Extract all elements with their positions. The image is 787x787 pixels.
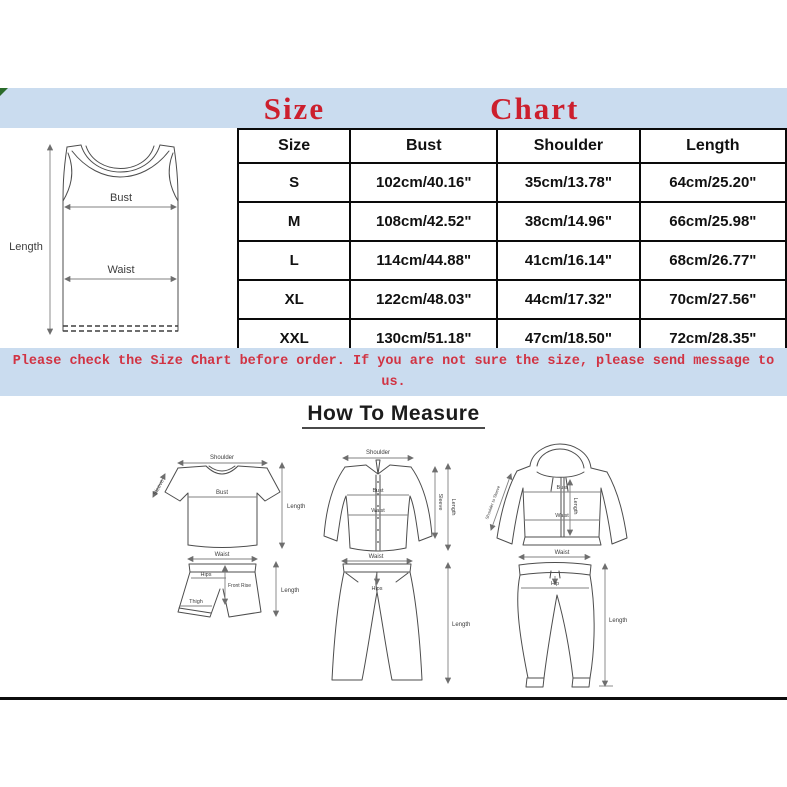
shorts-hips-label: Hips (200, 572, 212, 578)
shirt-length-label: Length (450, 498, 456, 516)
hoodie-hood-chin (537, 472, 584, 477)
shirt-bust-label: Bust (372, 488, 384, 494)
shirt-outline (324, 460, 432, 551)
tee-shoulders (178, 466, 267, 468)
tee-shorts-diagram (146, 440, 314, 685)
tee-bust-label: Bust (215, 490, 229, 496)
hoodie-hem-band (523, 537, 601, 545)
page-title-word-chart: Chart (490, 90, 580, 126)
pants-waistband (343, 564, 411, 572)
joggers-hip-label: Hip (550, 581, 560, 587)
hoodie-left-sleeve-body (497, 471, 525, 544)
hoodie-hood-outer (530, 444, 591, 468)
joggers-length-label: Length (609, 618, 628, 624)
hoodie-hood-inner (537, 449, 584, 468)
length-cell: 66cm/25.98" (640, 202, 786, 241)
shirt-left-sleeve-body (324, 467, 350, 548)
tank-neck-outer (81, 145, 160, 172)
how-to-measure-heading: How To Measure (302, 402, 484, 429)
notice-text: Please check the Size Chart before order. If you are not sure the size, please send message to us. (12, 354, 775, 390)
size-cell: XL (238, 280, 350, 319)
tank-strap-right (160, 145, 174, 147)
pants-measure-arrows (377, 563, 448, 683)
shirt-button (377, 541, 379, 543)
tee-outline (165, 466, 280, 548)
hoodie-outline (497, 444, 627, 545)
table-row (238, 241, 786, 280)
bust-cell: 122cm/48.03" (350, 280, 497, 319)
shorts-front-rise-label: Front Rise (228, 583, 252, 589)
length-cell: 64cm/25.20" (640, 163, 786, 202)
tank-measure-arrows (50, 145, 176, 334)
col-header-bust: Bust (350, 129, 497, 163)
shorts-outline (178, 564, 261, 617)
tank-outline (63, 145, 178, 331)
bottom-divider (0, 697, 787, 700)
tee-neck (206, 466, 238, 474)
size-cell: L (238, 241, 350, 280)
hoodie-right-sleeve-body (599, 472, 627, 544)
tee-shoulder-label: Shoulder (209, 455, 235, 461)
notice-banner (0, 348, 787, 396)
bust-cell: 108cm/42.52" (350, 202, 497, 241)
hoodie-waist-label: Waist (555, 513, 569, 519)
tank-length-label: Length (9, 241, 43, 253)
shoulder-cell: 47cm/18.50" (497, 319, 639, 358)
tank-racerback-left (72, 151, 120, 177)
size-table (237, 128, 787, 359)
shoulder-cell: 41cm/16.14" (497, 241, 639, 280)
table-row (238, 163, 786, 202)
length-cell: 72cm/28.35" (640, 319, 786, 358)
shirt-button (377, 481, 379, 483)
shorts-left-cuff-line (179, 608, 211, 613)
shoulder-cell: 44cm/17.32" (497, 280, 639, 319)
shorts-right-leg (223, 572, 261, 617)
shorts-waist-label: Waist (214, 552, 230, 558)
col-header-shoulder: Shoulder (497, 129, 639, 163)
shirt-waist-label: Waist (371, 508, 385, 514)
pants-hips-label: Hips (371, 586, 383, 592)
hoodie-shoulder-sleeve-label: Shoulder to Sleeve (484, 485, 501, 520)
col-header-length: Length (640, 129, 786, 163)
joggers-waistband (519, 563, 591, 576)
shoulder-cell: 35cm/13.78" (497, 163, 639, 202)
bust-cell: 102cm/40.16" (350, 163, 497, 202)
length-cell: 68cm/26.77" (640, 241, 786, 280)
shirt-shoulder-label: Shoulder (365, 450, 391, 456)
shirt-right-sleeve-body (406, 467, 432, 548)
hoodie-shoulders (517, 466, 607, 472)
shirt-shoulders (345, 465, 411, 467)
joggers-legs (518, 575, 594, 678)
pants-waist-label: Waist (368, 554, 384, 560)
tank-side-left (63, 147, 67, 331)
table-row (238, 280, 786, 319)
col-header-size: Size (238, 129, 350, 163)
tee-hem (188, 545, 257, 548)
tee-right-side (257, 468, 280, 545)
tank-waist-label: Waist (107, 264, 135, 276)
shoulder-cell: 38cm/14.96" (497, 202, 639, 241)
tee-sleeve-label: Sleeve (152, 478, 166, 497)
tee-length-label: Length (287, 504, 306, 510)
bust-cell: 114cm/44.88" (350, 241, 497, 280)
how-to-measure-wrap (0, 402, 787, 429)
bust-cell: 130cm/51.18" (350, 319, 497, 358)
tank-bust-label: Bust (109, 192, 133, 204)
shorts-left-leg (178, 572, 220, 617)
pants-length-label: Length (452, 622, 471, 628)
hoodie-joggers-diagram (477, 438, 655, 693)
corner-artifact (0, 88, 8, 96)
tank-side-right (174, 147, 178, 331)
shirt-collar (366, 460, 390, 474)
shorts-waistband (189, 564, 256, 572)
shirt-button (377, 529, 379, 531)
hoodie-length-label: Length (572, 497, 578, 515)
tee-left-side (165, 468, 188, 545)
shirt-sleeve-label: Sleeve (437, 493, 443, 511)
shorts-length-label: Length (281, 588, 300, 594)
joggers-cuffs (526, 678, 590, 687)
tee-measure-arrows (153, 463, 282, 548)
shirt-pants-diagram (310, 440, 475, 692)
shorts-thigh-label: Thigh (189, 599, 203, 605)
title-band (0, 88, 787, 128)
shorts-measure-arrows (180, 562, 276, 616)
tank-racerback-right (120, 151, 169, 177)
page-title-word-size: Size (263, 90, 326, 126)
tank-strap-left (67, 145, 81, 147)
joggers-waist-label: Waist (554, 550, 570, 556)
size-table-header-row (238, 129, 786, 163)
shirt-button (377, 505, 379, 507)
table-row (238, 202, 786, 241)
shirt-hem (350, 548, 406, 551)
length-cell: 70cm/27.56" (640, 280, 786, 319)
hoodie-measure-arrows (491, 474, 601, 535)
size-cell: M (238, 202, 350, 241)
shirt-button (377, 517, 379, 519)
tank-top-diagram (2, 129, 235, 345)
hoodie-bust-label: Bust (556, 485, 568, 491)
size-cell: XXL (238, 319, 350, 358)
joggers-measure-arrows (521, 564, 613, 686)
size-cell: S (238, 163, 350, 202)
